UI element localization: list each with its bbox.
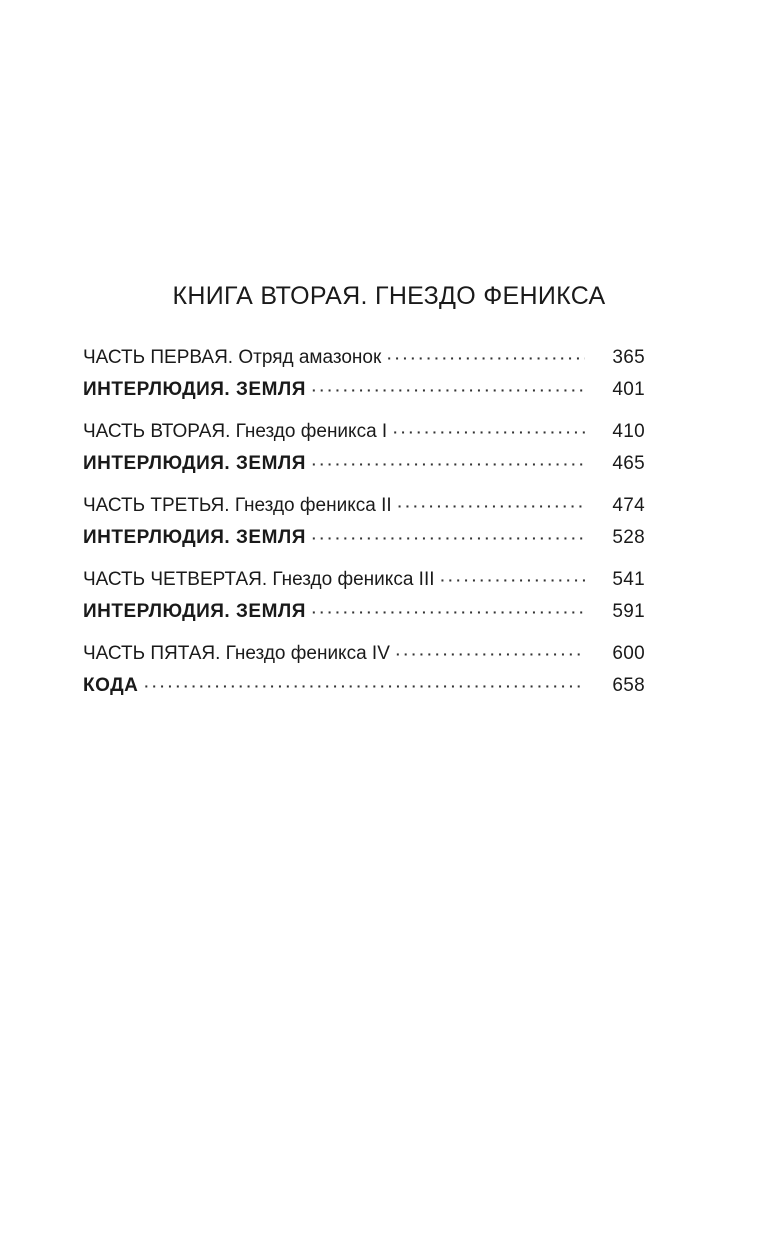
toc-entry-interlude-3[interactable] bbox=[83, 527, 645, 559]
toc-entry-title: КОДА bbox=[83, 675, 139, 696]
toc-entry-page: 401 bbox=[612, 379, 645, 400]
toc-entry-coda[interactable] bbox=[83, 675, 645, 707]
toc-entry-page: 365 bbox=[612, 347, 645, 368]
toc-group bbox=[83, 495, 645, 559]
toc-entry-title: ЧАСТЬ ЧЕТВЕРТАЯ. Гнездо феникса III bbox=[83, 569, 435, 590]
toc-group bbox=[83, 643, 645, 707]
toc-entry-part-five[interactable] bbox=[83, 643, 645, 675]
dot-leader bbox=[312, 604, 585, 620]
toc-entry-title: ИНТЕРЛЮДИЯ. ЗЕМЛЯ bbox=[83, 379, 306, 400]
toc-entry-title: ЧАСТЬ ВТОРАЯ. Гнездо феникса I bbox=[83, 421, 388, 442]
dot-leader bbox=[441, 572, 586, 588]
dot-leader bbox=[144, 678, 585, 694]
toc-entry-page: 591 bbox=[612, 601, 645, 622]
toc-entry-title: ЧАСТЬ ПЕРВАЯ. Отряд амазонок bbox=[83, 347, 382, 368]
book-title: КНИГА ВТОРАЯ. ГНЕЗДО ФЕНИКСА bbox=[172, 282, 606, 310]
toc-entry-title: ИНТЕРЛЮДИЯ. ЗЕМЛЯ bbox=[83, 601, 306, 622]
toc-entry-title: ЧАСТЬ ПЯТАЯ. Гнездо феникса IV bbox=[83, 643, 390, 664]
toc-entry-interlude-2[interactable] bbox=[83, 453, 645, 485]
toc-entry-title: ЧАСТЬ ТРЕТЬЯ. Гнездо феникса II bbox=[83, 495, 392, 516]
toc-entry-page: 528 bbox=[612, 527, 645, 548]
toc-entry-page: 465 bbox=[612, 453, 645, 474]
dot-leader bbox=[387, 350, 585, 366]
dot-leader bbox=[398, 498, 585, 514]
toc-entry-page: 600 bbox=[612, 643, 645, 664]
dot-leader bbox=[312, 456, 585, 472]
toc-group bbox=[83, 421, 645, 485]
toc-entry-page: 474 bbox=[612, 495, 645, 516]
toc-entry-interlude-4[interactable] bbox=[83, 601, 645, 633]
dot-leader bbox=[312, 530, 585, 546]
toc-group bbox=[83, 347, 645, 411]
dot-leader bbox=[312, 382, 585, 398]
toc-entry-page: 541 bbox=[612, 569, 645, 590]
toc-entry-part-three[interactable] bbox=[83, 495, 645, 527]
toc-entry-part-one[interactable] bbox=[83, 347, 645, 379]
toc-entry-part-two[interactable] bbox=[83, 421, 645, 453]
toc-entry-page: 410 bbox=[612, 421, 645, 442]
table-of-contents bbox=[83, 347, 645, 717]
dot-leader bbox=[393, 424, 585, 440]
dot-leader bbox=[396, 646, 585, 662]
toc-entry-interlude-1[interactable] bbox=[83, 379, 645, 411]
toc-entry-title: ИНТЕРЛЮДИЯ. ЗЕМЛЯ bbox=[83, 453, 306, 474]
toc-entry-page: 658 bbox=[612, 675, 645, 696]
toc-entry-part-four[interactable] bbox=[83, 569, 645, 601]
toc-entry-title: ИНТЕРЛЮДИЯ. ЗЕМЛЯ bbox=[83, 527, 306, 548]
toc-group bbox=[83, 569, 645, 633]
